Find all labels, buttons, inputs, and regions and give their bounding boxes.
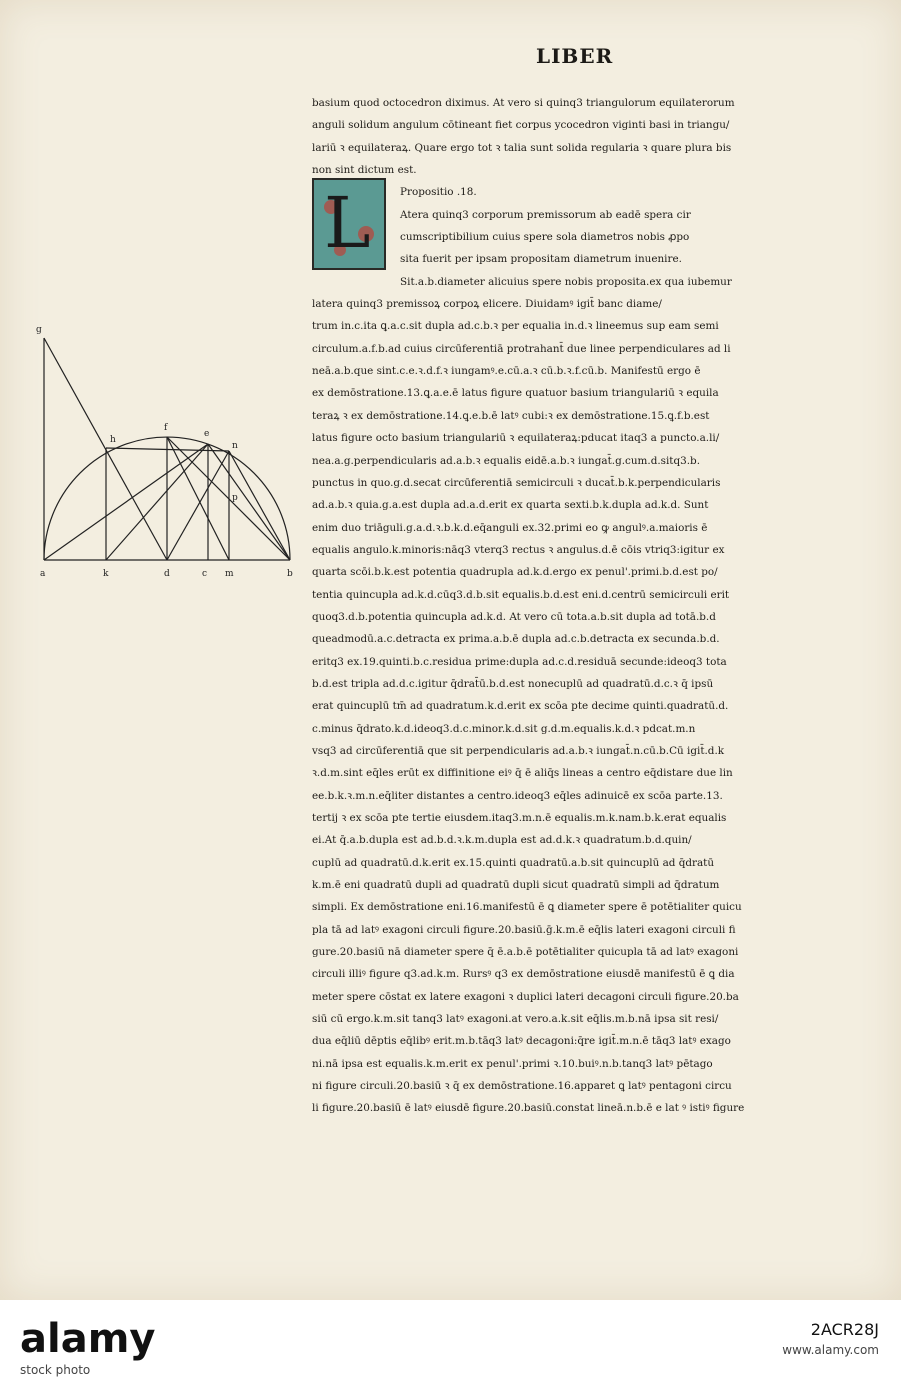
text-line: tertij ꝛ ex scōa pte tertie eiusdem.itaq3.m.n.ē equalis.m.k.nam.b.k.erat equalis [312, 812, 727, 824]
image-id: 2ACR28J [810, 1320, 879, 1339]
stock-photo-tagline: stock photo [20, 1363, 91, 1377]
text-line: sita fuerit per ipsam propositam diametrum inuenire. [400, 253, 682, 266]
label-e: e [204, 429, 210, 439]
text-line: erat quincuplū tm̄ ad quadratum.k.d.erit ex scōa pte decime quinti.quadratū.d. [312, 700, 729, 713]
running-title: LIBER [536, 44, 614, 68]
text-line: quoq3.d.b.potentia quincupla ad.k.d. At vero cū tota.a.b.sit dupla ad totā.b.d [312, 610, 716, 623]
text-line: ex demōstratione.13.ꝗ.a.e.ē latus figure quatuor basium triangulariū ꝛ equila [312, 387, 719, 400]
text-line: ꝛ.d.m.sint eq̄les erūt ex diffinitione eiꝰ q̄ ē aliq̄s lineas a centro eq̄distare due lin [312, 767, 733, 780]
main-text-block [312, 92, 832, 1120]
text-line: neā.a.b.que sint.c.e.ꝛ.d.f.ꝛ iungamꝰ.e.cū.a.ꝛ cū.b.ꝛ.f.cū.b. Manifestū ergo ē [312, 365, 701, 378]
text-line: Sit.a.b.diameter alicuius spere nobis proposita.ex qua iubemur [400, 275, 732, 288]
label-k: k [103, 569, 109, 579]
label-h: h [110, 435, 116, 445]
text-line: circuli illiꝰ figure q3.ad.k.m. Rursꝰ q3 ex demōstratione eiusdē manifestū ē ꝗ dia [312, 968, 735, 981]
text-line: simpli. Ex demōstratione eni.16.manifestū ē ꝗ diameter spere ē potētialiter quicu [312, 901, 742, 914]
text-line: ni.nā ipsa est equalis.k.m.erit ex penul'.primi ꝛ.10.buiꝰ.n.b.tanq3 latꝰ pētago [312, 1057, 713, 1070]
text-line: latera quinq3 premissoꝝ corpoꝝ elicere. Diuidamꝰ igit̄ banc diame/ [312, 298, 662, 311]
label-m: m [225, 569, 234, 579]
text-line: siū cū ergo.k.m.sit tanq3 latꝰ exagoni.at vero.a.k.sit eq̄lis.m.b.nā ipsa sit resi/ [312, 1013, 719, 1026]
line-ae [44, 444, 208, 560]
label-n: n [232, 441, 238, 451]
text-line: vsq3 ad circūferentiā que sit perpendicularis ad.a.b.ꝛ iungat̄.n.cū.b.Cū igit̄.d.k [312, 744, 725, 757]
label-g: g [36, 325, 42, 335]
text-line: eritq3 ex.19.quinti.b.c.residua prime:dupla ad.c.d.residuā secunde:ideoq3 tota [312, 655, 727, 668]
text-line: gure.20.basiū nā diameter spere q̄ ē.a.b.ē potētialiter quicupla tā ad latꝰ exagoni [312, 946, 739, 959]
text-line: cuplū ad quadratū.d.k.erit ex.15.quinti quadratū.a.b.sit quincuplū ad q̄dratū [312, 856, 715, 869]
geometric-diagram [34, 320, 304, 580]
text-line: equalis angulo.k.minoris:nāq3 vterq3 rectus ꝛ angulus.d.ē cōis vtriq3:igitur ex [312, 543, 725, 556]
text-line: trum in.c.ita ꝗ.a.c.sit dupla ad.c.b.ꝛ per equalia in.d.ꝛ lineemus sup eam semi [312, 320, 719, 333]
proposition-heading: Propositio .18. [400, 186, 477, 199]
text-line: ad.a.b.ꝛ quia.g.a.est dupla ad.a.d.erit ex quarta sexti.b.k.dupla ad.k.d. Sunt [312, 499, 709, 512]
diagram-svg [34, 320, 304, 580]
image-reference [782, 1320, 879, 1357]
text-line: ei.At q̄.a.b.dupla est ad.b.d.ꝛ.k.m.dupla est ad.d.k.ꝛ quadratum.b.d.quin/ [312, 834, 692, 847]
text-line: anguli solidum angulum cōtineant fiet corpus ycocedron viginti basi in triangu/ [312, 119, 730, 132]
image-url: www.alamy.com [782, 1343, 879, 1357]
text-line: li figure.20.basiū ē latꝰ eiusdē figure.20.basiū.constat lineā.n.b.ē e lat ꝰ istiꝰ figure [312, 1102, 745, 1115]
text-line: queadmodū.a.c.detracta ex prima.a.b.ē dupla ad.c.b.detracta ex secunda.b.d. [312, 633, 720, 646]
text-line: cumscriptibilium cuius spere sola diametros nobis ꝓpo [400, 231, 690, 244]
text-line: circulum.a.f.b.ad cuius circūferentiā protrahant̄ due linee perpendiculares ad li [312, 342, 731, 355]
text-line: ee.b.k.ꝛ.m.n.eq̄liter distantes a centro.ideoq3 eq̄les adinuicē ex scōa parte.13. [312, 789, 723, 802]
label-p: p [232, 493, 238, 503]
text-line: pla tā ad latꝰ exagoni circuli figure.20.basiū.ḡ.k.m.ē eq̄lis lateri exagoni circuli fi [312, 923, 736, 936]
label-d: d [164, 569, 170, 579]
text-line: c.minus q̄drato.k.d.ideoq3.d.c.minor.k.d.sit g.d.m.equalis.k.d.ꝛ pdcat.m.n [312, 722, 696, 735]
text-line: dua eq̄liū dēptis eq̄libꝰ erit.m.b.tāq3 latꝰ decagoni:q̄re igit̄.m.n.ē tāq3 latꝰ exago [312, 1035, 731, 1048]
label-c: c [202, 569, 208, 579]
text-line: meter spere cōstat ex latere exagoni ꝛ duplici lateri decagoni circuli figure.20.ba [312, 990, 739, 1003]
text-line: teraꝝ ꝛ ex demōstratione.14.ꝗ.e.b.ē latꝰ cubi:ꝛ ex demōstratione.15.ꝗ.f.b.est [312, 409, 710, 422]
label-f: f [164, 423, 168, 433]
text-line: ni figure circuli.20.basiū ꝛ q̄ ex demōstratione.16.apparet ꝗ latꝰ pentagoni circu [312, 1080, 732, 1093]
label-a: a [40, 569, 46, 579]
text-line: enim duo triāguli.g.a.d.ꝛ.b.k.d.eq̄anguli ex.32.primi eo ꝙ angulꝰ.a.maioris ē [312, 521, 708, 534]
text-line: quarta scōi.b.k.est potentia quadrupla ad.k.d.ergo ex penul'.primi.b.d.est po/ [312, 566, 718, 579]
text-line: latus figure octo basium triangulariū ꝛ equilateraꝝ:pducat itaq3 a puncto.a.li/ [312, 432, 720, 445]
initial-letter: L [324, 182, 371, 264]
line-nb [229, 451, 290, 560]
label-b: b [287, 569, 293, 579]
text-line: lariū ꝛ equilateraꝝ. Quare ergo tot ꝛ talia sunt solida regularia ꝛ quare plura bis [312, 141, 732, 154]
alamy-logo: alamy [20, 1316, 156, 1362]
text-line: nea.a.g.perpendicularis ad.a.b.ꝛ equalis eidē.a.b.ꝛ iungat̄.g.cum.d.sitq3.b. [312, 454, 700, 467]
text-line: Atera quinq3 corporum premissorum ab eadē spera cir [400, 208, 691, 221]
text-line: basium quod octocedron diximus. At vero si quinq3 triangulorum equilaterorum [312, 97, 735, 109]
text-line: k.m.ē eni quadratū dupli ad quadratū dupli sicut quadratū simpli ad q̄dratum [312, 879, 720, 892]
text-line: punctus in quo.g.d.secat circūferentiā semicirculi ꝛ ducat̄.b.k.perpendicularis [312, 476, 721, 489]
text-line: tentia quincupla ad.k.d.cūq3.d.b.sit equalis.b.d.est eni.d.centrū semicirculi erit [312, 588, 730, 601]
text-line: non sint dictum est. [312, 164, 417, 177]
text-line: b.d.est tripla ad.d.c.igitur q̄drat̄ū.b.d.est nonecuplū ad quadratū.d.c.ꝛ q̄ ipsū [312, 677, 714, 690]
